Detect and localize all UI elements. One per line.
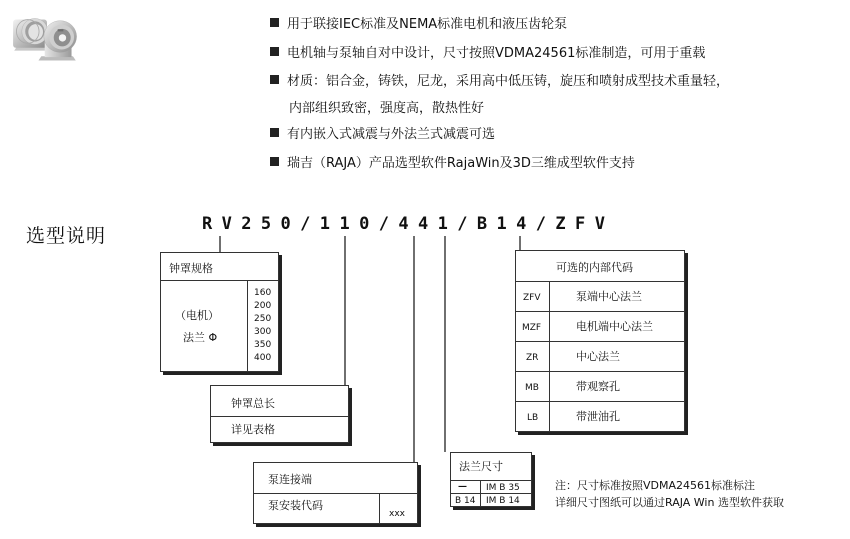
flange-code: B 14 <box>455 496 476 506</box>
bell-size-value: 200 <box>254 301 272 311</box>
flange-value: IM B 35 <box>486 483 520 493</box>
model-code: RV250/110/441/B14/ZFV <box>202 214 615 234</box>
internal-code: MB <box>525 383 539 393</box>
feature-item: 电机轴与泵轴自对中设计，尺寸按照VDMA24561标准制造，可用于重载 <box>270 45 705 63</box>
feature-item: 材质：铝合金，铸铁，尼龙，采用高中低压铸，旋压和喷射成型技术重量轻， <box>270 73 729 91</box>
internal-code: LB <box>527 413 539 423</box>
feature-item: 用于联接IEC标准及NEMA标准电机和液压齿轮泵 <box>270 16 567 34</box>
internal-code-label: 中心法兰 <box>576 350 620 363</box>
internal-code-label: 电机端中心法兰 <box>576 320 653 333</box>
feature-continuation: 内部组织致密，强度高，散热性好 <box>289 101 485 116</box>
bell-spec-label: 法兰 Φ <box>183 331 218 344</box>
note-line: 注：尺寸标准按照VDMA24561标准标注 <box>555 479 756 492</box>
bell-spec-label: （电机） <box>175 309 219 322</box>
selection-title: 选型说明 <box>26 225 107 247</box>
flange-code: — <box>458 482 467 492</box>
flange-size-box <box>450 452 532 507</box>
internal-code-label: 泵端中心法兰 <box>576 290 642 303</box>
bell-size-value: 300 <box>254 327 272 337</box>
pump-end-box <box>253 462 418 524</box>
bell-size-value: 350 <box>254 340 272 350</box>
bell-size-value: 250 <box>254 314 272 324</box>
bell-length-row: 详见表格 <box>231 423 275 436</box>
feature-item: 瑞吉（RAJA）产品选型软件RajaWin及3D三维成型软件支持 <box>270 155 635 173</box>
internal-codes-header: 可选的内部代码 <box>556 261 633 274</box>
feature-item: 有内嵌入式减震与外法兰式减震可选 <box>270 126 495 144</box>
internal-code: ZFV <box>523 293 541 303</box>
bell-length-header: 钟罩总长 <box>231 397 275 410</box>
flange-size-header: 法兰尺寸 <box>459 460 503 473</box>
pump-end-header: 泵连接端 <box>268 473 312 486</box>
note-line: 详细尺寸图纸可以通过RAJA Win 选型软件获取 <box>555 496 784 509</box>
internal-code: MZF <box>522 323 542 333</box>
internal-codes-box <box>515 250 685 432</box>
internal-code-label: 带观察孔 <box>576 380 620 393</box>
internal-code-label: 带泄油孔 <box>576 410 620 423</box>
bell-length-box <box>210 385 349 443</box>
bell-size-value: 160 <box>254 288 272 298</box>
bell-size-value: 400 <box>254 353 272 363</box>
flange-value: IM B 14 <box>486 496 520 506</box>
bell-spec-box <box>160 252 279 372</box>
bell-spec-header: 钟罩规格 <box>169 262 213 275</box>
pump-end-row: 泵安装代码 <box>268 499 323 512</box>
internal-code: ZR <box>526 353 539 363</box>
pump-code-value: xxx <box>389 509 405 519</box>
